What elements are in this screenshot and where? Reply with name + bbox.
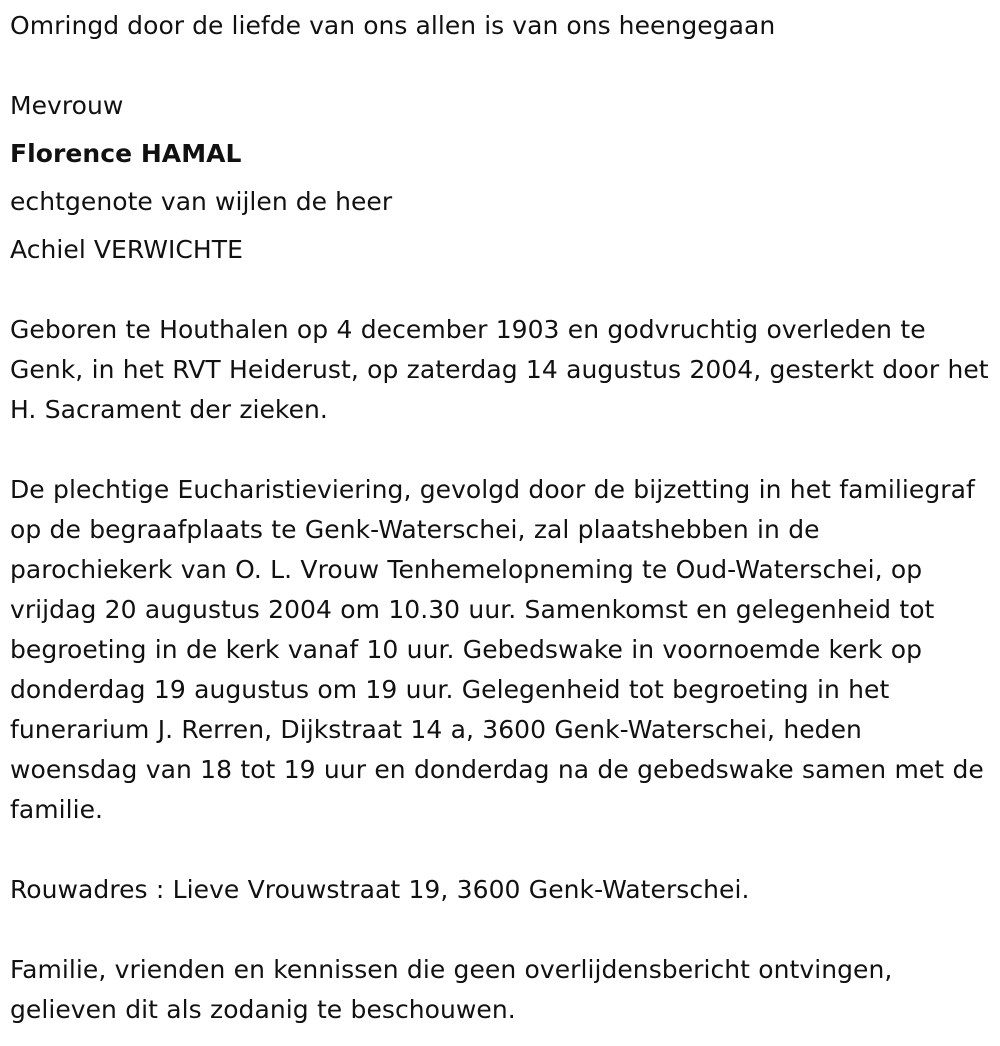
deceased-name: Florence HAMAL (10, 139, 242, 168)
spouse-name: Achiel VERWICHTE (10, 235, 243, 264)
spacer (10, 910, 990, 950)
intro-text: Omringd door de liefde van ons allen is van ons heengegaan (10, 11, 776, 40)
honorific: Mevrouw (10, 91, 124, 120)
closing-paragraph: Familie, vrienden en kennissen die geen overlijdensbericht ontvingen, gelieven dit als zodanig te beschouwen. (10, 955, 893, 1024)
birth-death-paragraph: Geboren te Houthalen op 4 december 1903 en godvruchtig overleden te Genk, in het RVT Heiderust, op zaterdag 14 augustus 2004, gesterkt door het H. Sacrament der zieken. (10, 315, 989, 424)
spouse-relation: echtgenote van wijlen de heer (10, 187, 393, 216)
ceremony-paragraph: De plechtige Eucharistieviering, gevolgd door de bijzetting in het familiegraf op de begraafplaats te Genk-Waterschei, zal plaatshebben in de parochiekerk van O. L. Vrouw Tenhemelopneming te Oud-Waterschei, op vrijdag 20 augustus 2004 om 10.30 uur. Samenkomst en gelegenheid tot begroeting in de kerk vanaf 10 uur. Gebedswake in voornoemde kerk op donderdag 19 augustus om 19 uur. Gelegenheid tot begroeting in het funerarium J. Rerren, Dijkstraat 14 a, 3600 Genk-Waterschei, heden woensdag van 18 tot 19 uur en donderdag na de gebedswake samen met de familie. (10, 475, 984, 824)
spacer (10, 830, 990, 870)
mourning-address: Rouwadres : Lieve Vrouwstraat 19, 3600 Genk-Waterschei. (10, 875, 750, 904)
spacer (10, 270, 990, 310)
spacer (10, 430, 990, 470)
spacer (10, 46, 990, 86)
